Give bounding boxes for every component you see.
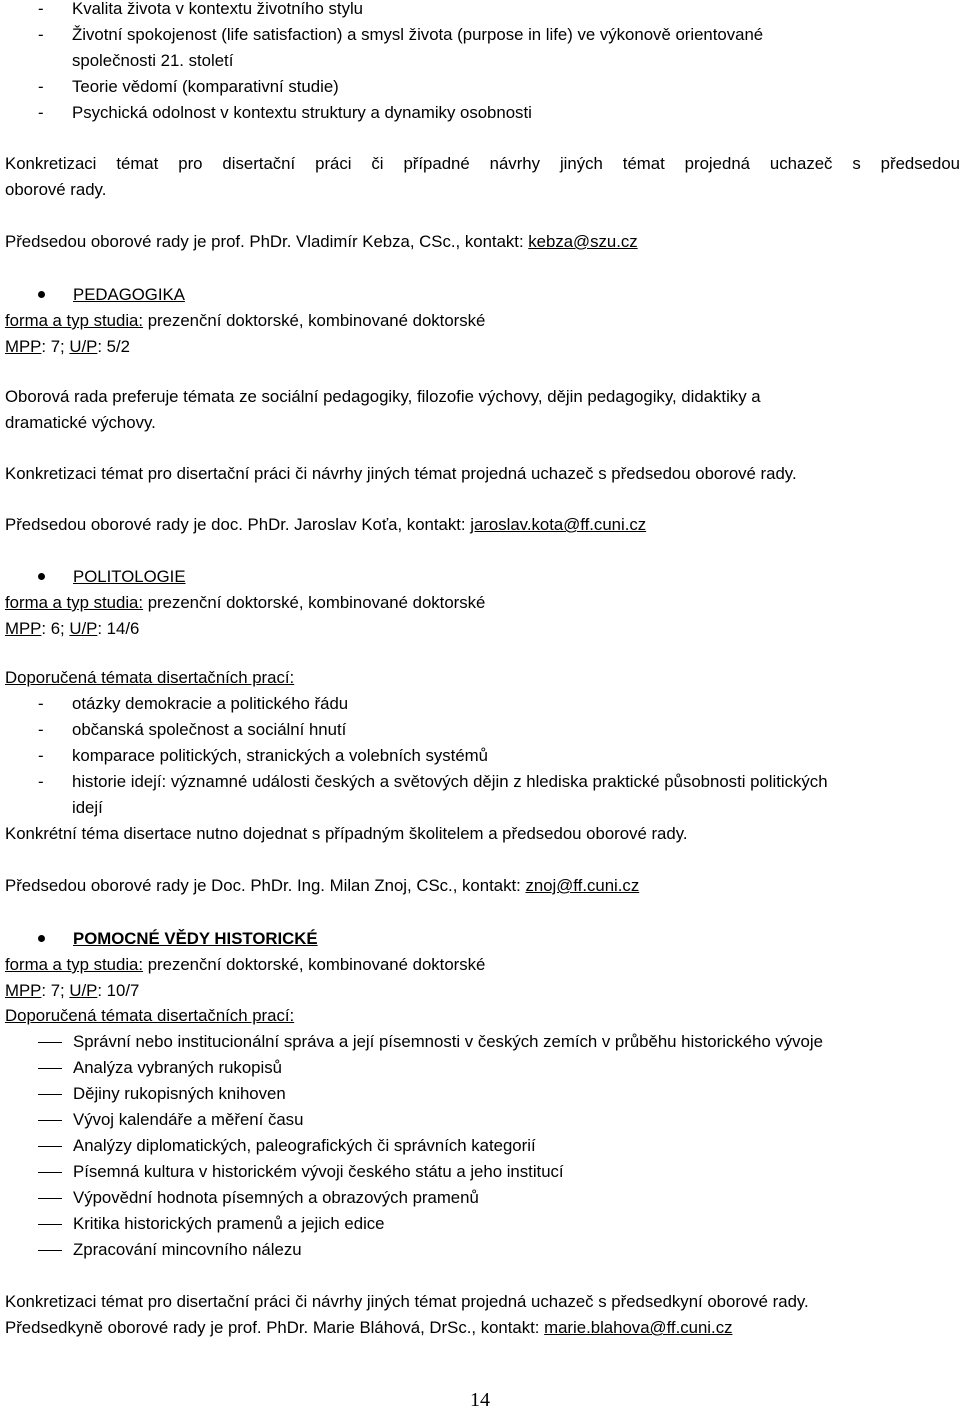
- dash-icon: [38, 1094, 62, 1095]
- list-item: - občanská společnost a sociální hnutí: [38, 720, 347, 739]
- list-item: Správní nebo institucionální správa a její písemnosti v českých zemích v průběhu historického vývoje: [73, 1032, 823, 1051]
- section-chair: Předsedou oborové rady je doc. PhDr. Jaroslav Koťa, kontakt: jaroslav.kota@ff.cuni.cz: [5, 515, 647, 534]
- mpp-up: MPP: 6; U/P: 14/6: [5, 619, 140, 638]
- email-link[interactable]: znoj@ff.cuni.cz: [525, 876, 640, 895]
- list-item: Kritika historických pramenů a jejich edice: [73, 1214, 385, 1233]
- dash-icon: [38, 1146, 62, 1147]
- mpp-up: MPP: 7; U/P: 5/2: [5, 337, 130, 356]
- intro-note-cont: oborové rady.: [5, 180, 107, 199]
- section-chair: Předsedou oborové rady je Doc. PhDr. Ing. Milan Znoj, CSc., kontakt: znoj@ff.cuni.cz: [5, 876, 640, 895]
- bullet-icon: [38, 573, 45, 580]
- email-link[interactable]: kebza@szu.cz: [528, 232, 638, 251]
- intro-note: Konkretizaci témat pro disertační práci či případné návrhy jiných témat projedná uchazeč s předsedou: [5, 154, 960, 173]
- intro-chair: Předsedou oborové rady je prof. PhDr. Vladimír Kebza, CSc., kontakt: kebza@szu.cz: [5, 232, 638, 251]
- bullet-icon: [38, 935, 45, 942]
- dash-icon: [38, 1198, 62, 1199]
- list-item: - Teorie vědomí (komparativní studie): [38, 77, 339, 96]
- dash-icon: [38, 1068, 62, 1069]
- list-item: - historie idejí: významné události českých a světových dějin z hlediska praktické působnosti politických: [38, 772, 828, 791]
- recommended-heading: Doporučená témata disertačních prací:: [5, 668, 295, 687]
- list-item: - otázky demokracie a politického řádu: [38, 694, 349, 713]
- study-form: forma a typ studia: prezenční doktorské, kombinované doktorské: [5, 311, 486, 330]
- list-item: - Psychická odolnost v kontextu struktury a dynamiky osobnosti: [38, 103, 532, 122]
- dash-icon: [38, 1250, 62, 1251]
- recommended-heading: Doporučená témata disertačních prací:: [5, 1006, 295, 1025]
- list-item: Vývoj kalendáře a měření času: [73, 1110, 304, 1129]
- preference-text: Oborová rada preferuje témata ze sociální pedagogiky, filozofie výchovy, dějin pedagogiky, didaktiky a: [5, 387, 761, 406]
- list-item: - komparace politických, stranických a volebních systémů: [38, 746, 488, 765]
- section-note: Konkrétní téma disertace nutno dojednat s případným školitelem a předsedou oborové rady.: [5, 824, 688, 843]
- section-title: PEDAGOGIKA: [73, 285, 185, 304]
- dash-icon: [38, 1120, 62, 1121]
- list-item: Výpovědní hodnota písemných a obrazových pramenů: [73, 1188, 479, 1207]
- list-item-continuation: idejí: [72, 798, 103, 817]
- list-item: Zpracování mincovního nálezu: [73, 1240, 302, 1259]
- list-item: - Životní spokojenost (life satisfaction) a smysl života (purpose in life) ve výkonově orientované: [38, 25, 764, 44]
- section-chair: Předsedkyně oborové rady je prof. PhDr. Marie Bláhová, DrSc., kontakt: marie.blahova@ff.cuni.cz: [5, 1318, 733, 1337]
- section-note: Konkretizaci témat pro disertační práci či návrhy jiných témat projedná uchazeč s předsedkyní oborové rady.: [5, 1292, 809, 1311]
- page-number: 14: [470, 1389, 490, 1411]
- section-note: Konkretizaci témat pro disertační práci či návrhy jiných témat projedná uchazeč s předsedou oborové rady.: [5, 464, 797, 483]
- list-item: Analýzy diplomatických, paleografických či správních kategorií: [73, 1136, 536, 1155]
- list-item: - Kvalita života v kontextu životního stylu: [38, 0, 364, 18]
- dash-icon: [38, 1172, 62, 1173]
- bullet-icon: [38, 291, 45, 298]
- email-link[interactable]: jaroslav.kota@ff.cuni.cz: [470, 515, 647, 534]
- list-item: Písemná kultura v historickém vývoji českého státu a jeho institucí: [73, 1162, 564, 1181]
- email-link[interactable]: marie.blahova@ff.cuni.cz: [544, 1318, 733, 1337]
- study-form: forma a typ studia: prezenční doktorské, kombinované doktorské: [5, 955, 486, 974]
- list-item: Dějiny rukopisných knihoven: [73, 1084, 286, 1103]
- list-item-continuation: společnosti 21. století: [72, 51, 234, 70]
- section-title: POMOCNÉ VĚDY HISTORICKÉ: [73, 929, 318, 948]
- list-item: Analýza vybraných rukopisů: [73, 1058, 282, 1077]
- preference-text-cont: dramatické výchovy.: [5, 413, 156, 432]
- study-form: forma a typ studia: prezenční doktorské, kombinované doktorské: [5, 593, 486, 612]
- dash-icon: [38, 1224, 62, 1225]
- section-title: POLITOLOGIE: [73, 567, 186, 586]
- mpp-up: MPP: 7; U/P: 10/7: [5, 981, 140, 1000]
- dash-icon: [38, 1042, 62, 1043]
